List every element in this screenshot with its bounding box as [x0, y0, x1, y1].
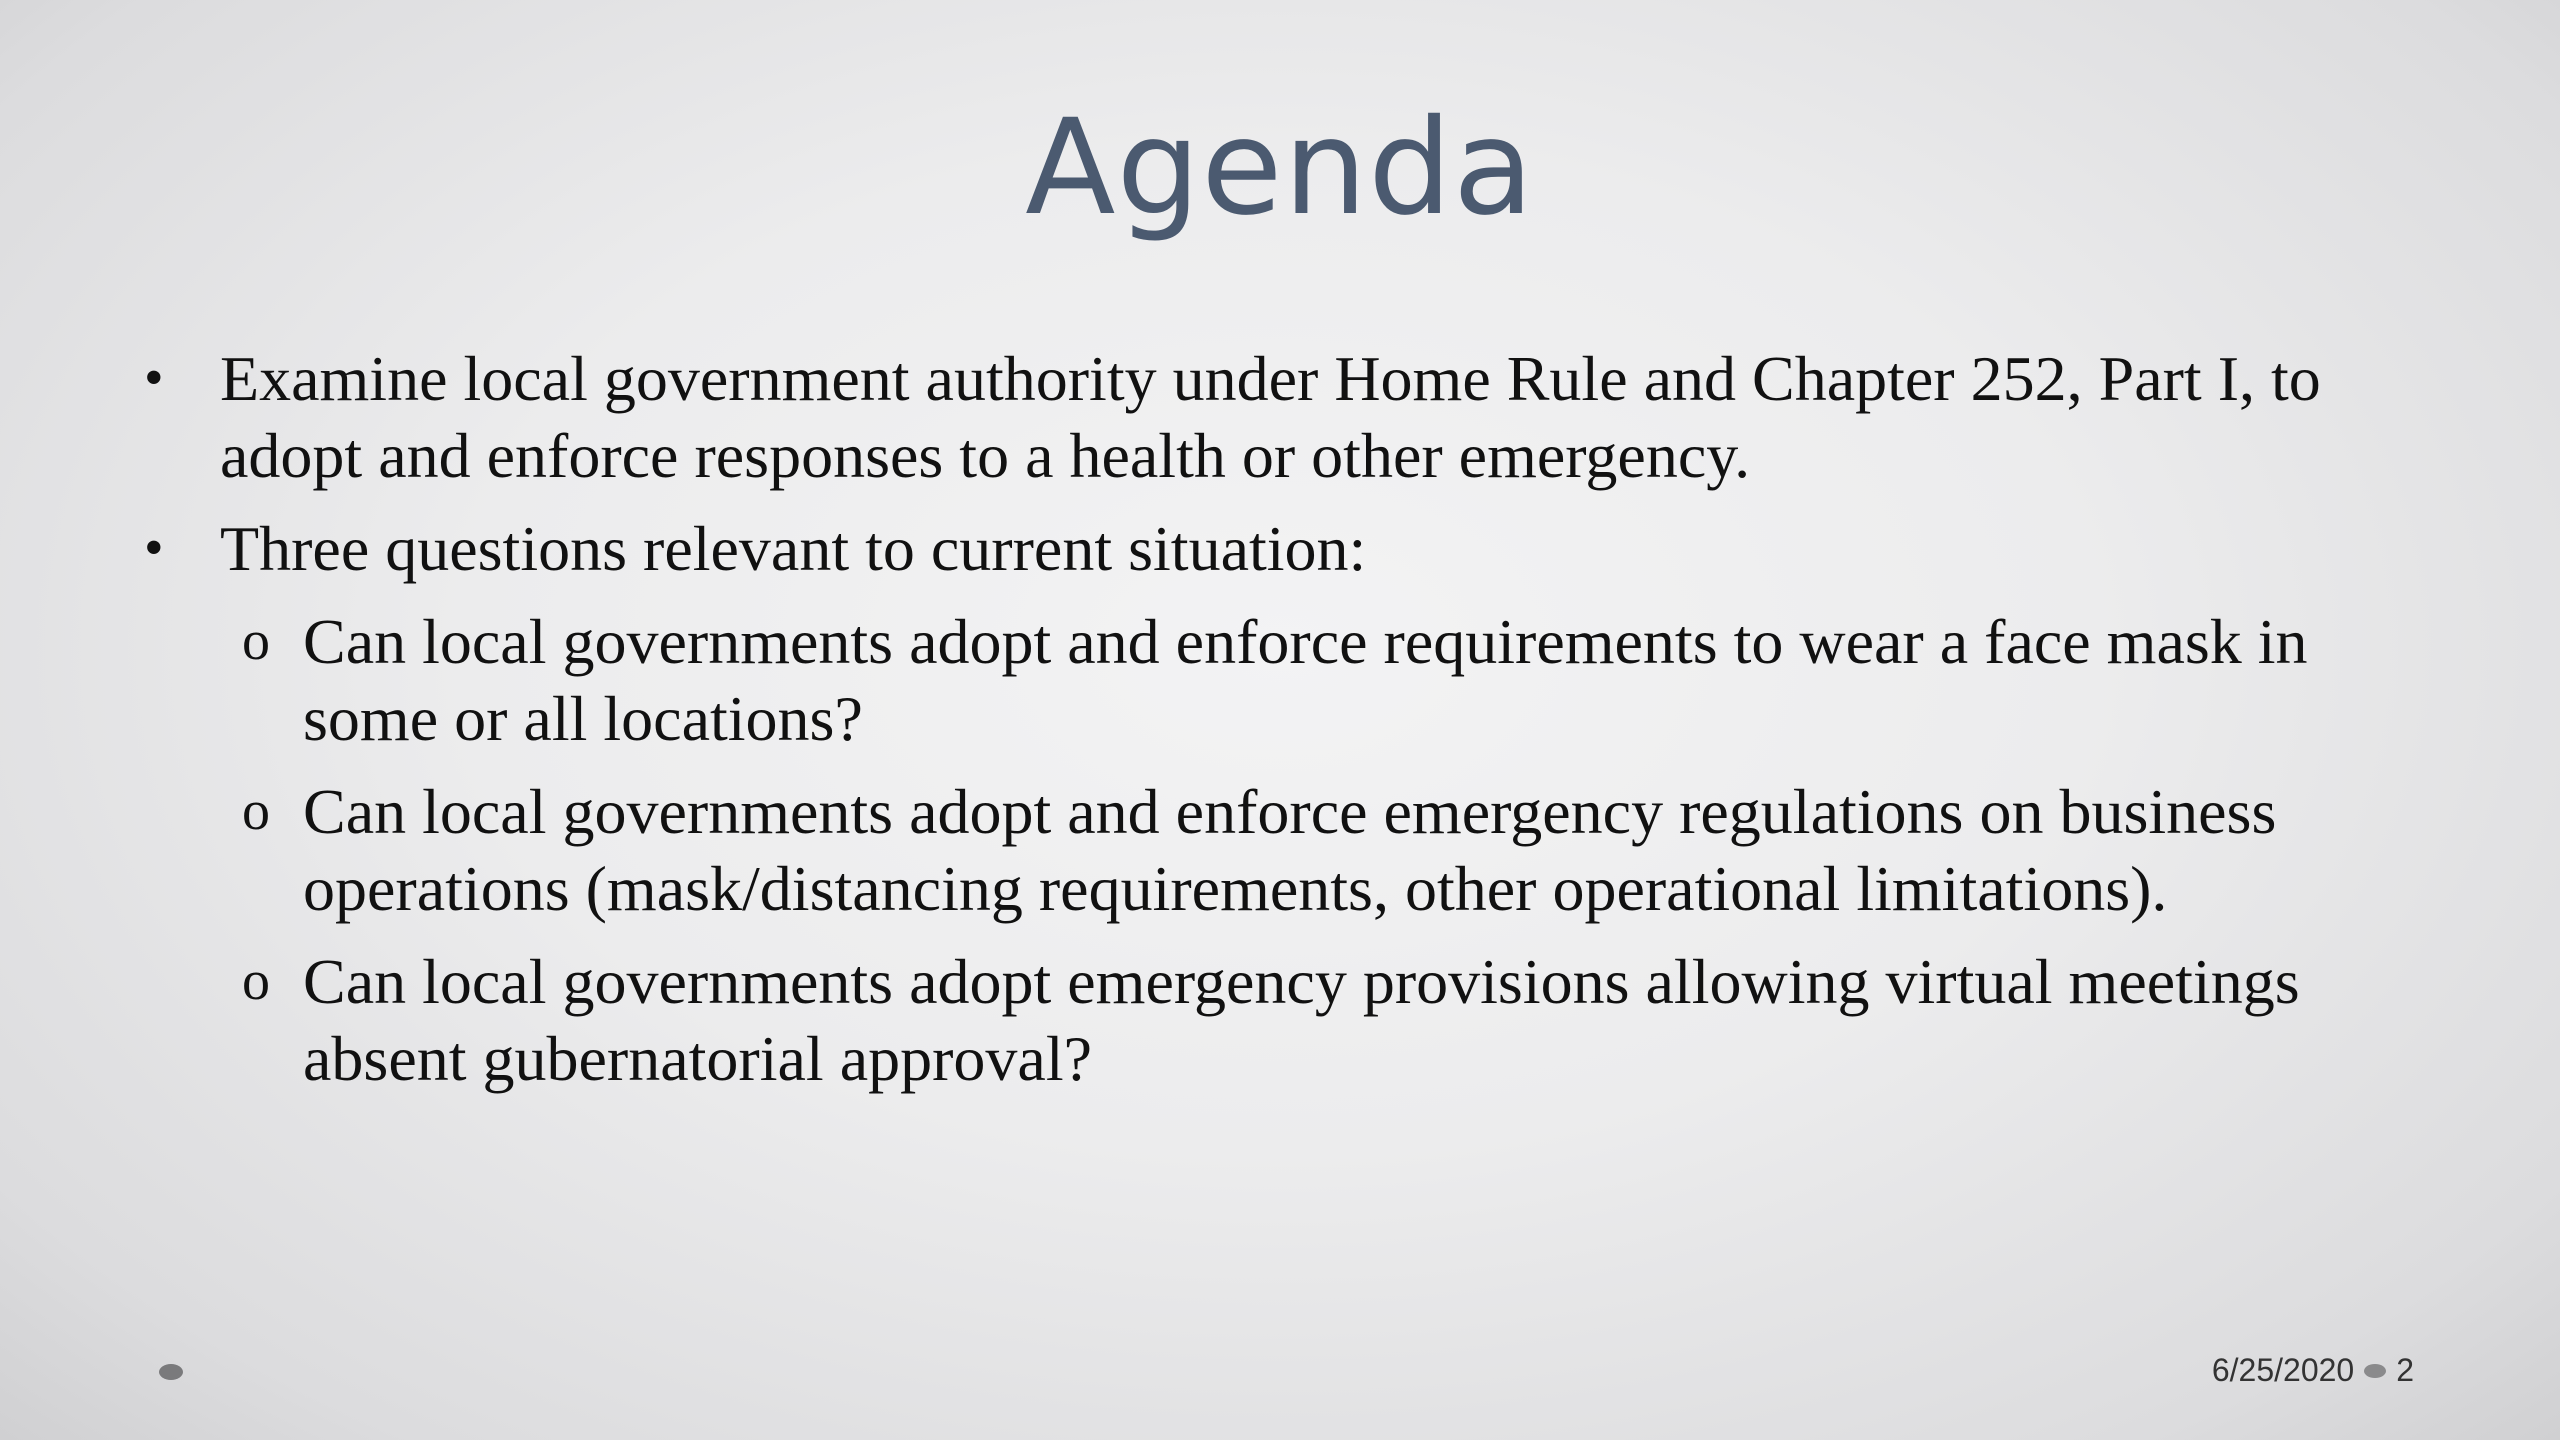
footer-date: 6/25/2020	[2211, 1352, 2355, 1388]
bullet-text: Examine local government authority under Home Rule and Chapter 252, Part I, to adopt and enforce responses to a health or other emergency.	[220, 343, 2321, 491]
sub-bullet-item	[140, 773, 2430, 927]
sub-bullet-text: Can local governments adopt and enforce emergency regulations on business operations (mask/distancing requirements, other operational limitations).	[303, 776, 2277, 924]
footer-separator-dot-icon	[2364, 1364, 2386, 1378]
sub-bullet-text: Can local governments adopt emergency provisions allowing virtual meetings absent gubernatorial approval?	[303, 946, 2300, 1094]
sub-bullet-marker: o	[242, 950, 270, 1012]
bullet-marker: •	[144, 517, 164, 579]
sub-bullet-text: Can local governments adopt and enforce requirements to wear a face mask in some or all locations?	[303, 606, 2308, 754]
slide-footer	[2212, 1352, 2414, 1389]
bullet-item	[140, 340, 2430, 494]
slide-title: Agenda	[1025, 91, 1535, 245]
sub-bullet-marker: o	[242, 780, 270, 842]
bullet-text: Three questions relevant to current situation:	[220, 513, 1367, 584]
sub-bullet-item	[140, 603, 2430, 757]
bullet-item	[140, 510, 2430, 587]
sub-bullet-item	[140, 943, 2430, 1097]
agenda-list	[140, 340, 2430, 1113]
slide-number: 2	[2396, 1352, 2414, 1388]
footer-dot-icon	[159, 1364, 183, 1380]
sub-bullet-marker: o	[242, 610, 270, 672]
bullet-marker: •	[144, 347, 164, 409]
